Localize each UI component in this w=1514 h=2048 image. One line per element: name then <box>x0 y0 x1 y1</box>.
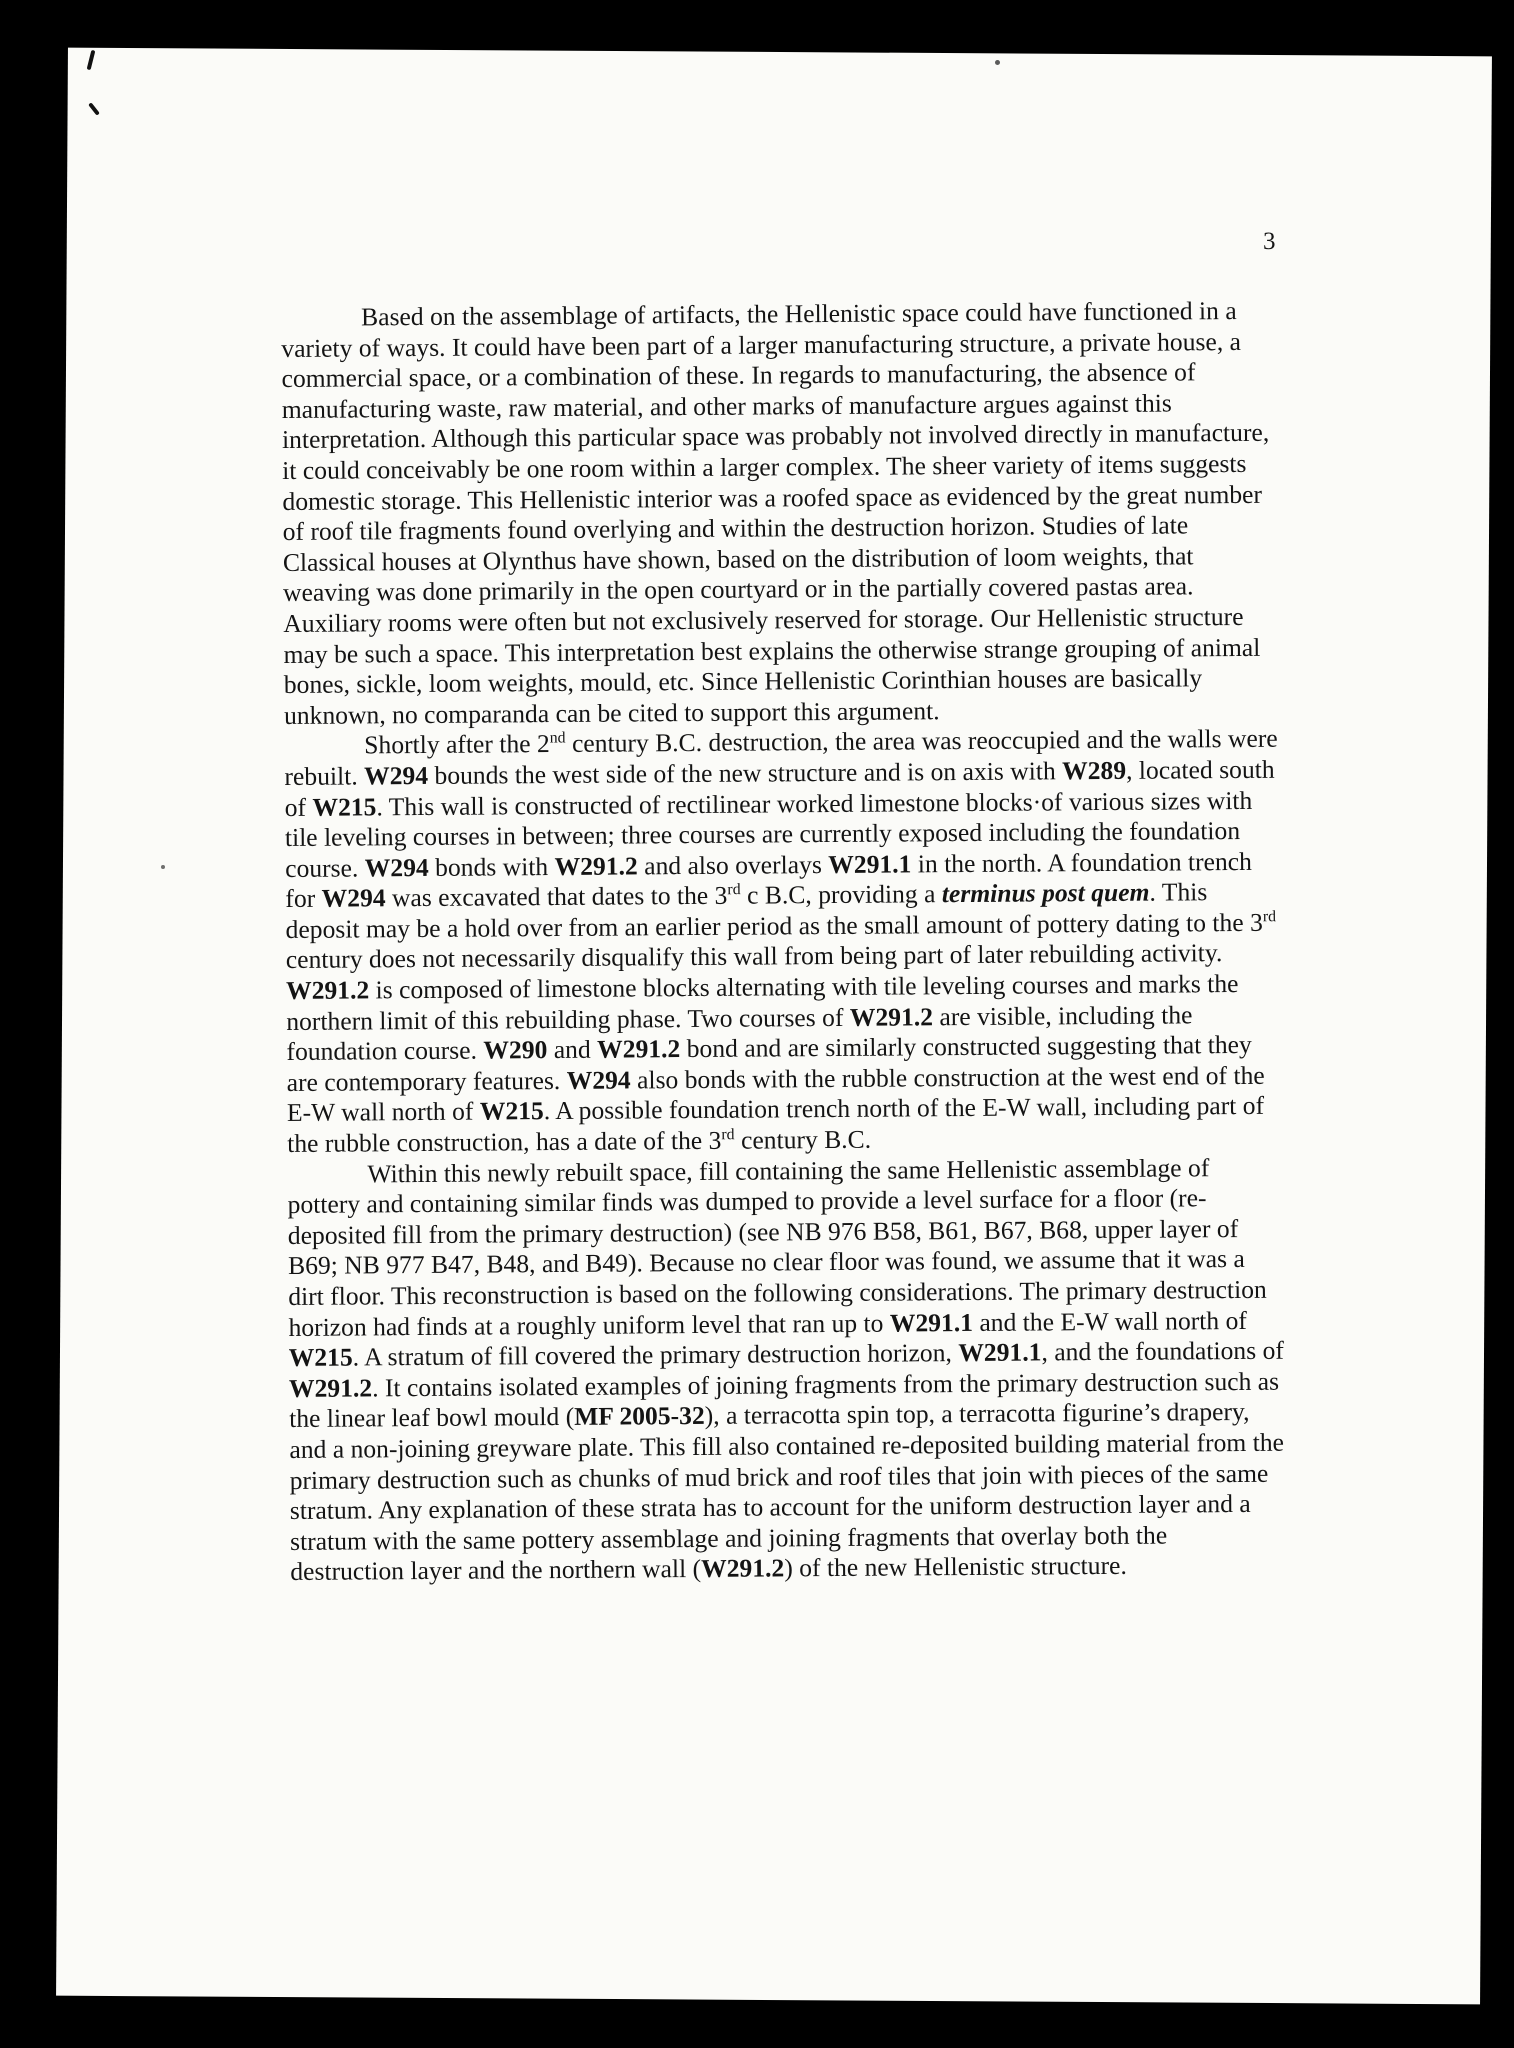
emphasized-text: MF 2005-32 <box>574 1401 705 1432</box>
scan-speck <box>161 865 165 869</box>
text-run: Shortly after the 2 <box>364 729 550 760</box>
superscript-text: rd <box>727 881 741 899</box>
emphasized-text: W291.1 <box>828 849 912 879</box>
page-number: 3 <box>1263 228 1276 255</box>
text-run: Based on the assemblage of artifacts, the Hellenistic space could have functioned in a variety of ways. It could have been part of a larger manufacturing structure, a private house, a commercial space, or a combination of these. In regards to manufacturing, the absence of manufacturing waste, raw material, and other marks of manufacture argues against this interpretation. Although this particular space was probably not involved directly in manufacture, it could conceivably be one room within a larger complex. The sheer variety of items suggests domestic storage. This Hellenistic interior was a roofed space as evidenced by the great number of roof tile fragments found overlying and within the destruction horizon. Studies of late Classical houses at Olynthus have shown, based on the distribution of loom weights, that weaving was done primarily in the open courtyard or in the partially covered pastas area. Auxiliary rooms were often but not exclusively reserved for storage. Our Hellenistic structure may be such a space. This interpretation best explains the otherwise strange grouping of animal bones, sickle, loom weights, mould, etc. Since Hellenistic Corinthian houses are basically unknown, no comparanda can be cited to support this argument. <box>281 295 1270 730</box>
emphasized-text: W215 <box>479 1096 544 1127</box>
emphasized-text: W290 <box>483 1035 548 1065</box>
emphasized-text: W294 <box>321 883 386 913</box>
text-run: Within this newly rebuilt space, fill containing the same Hellenistic assemblage of pottery and containing similar finds was dumped to provide a level surface for a floor (re-deposited fill from the primary destruction) (see NB 976 B58, B61, B67, B68, upper layer of B69; NB 977 B47, B48, and B49). Because no clear floor was found, we assume that it was a dirt floor. This reconstruction is based on the following considerations. The primary destruction horizon had finds at a roughly uniform level that ran up to <box>287 1152 1267 1342</box>
emphasized-text: W215 <box>312 791 377 822</box>
paragraph-3 <box>287 1152 1286 1588</box>
text-run: bond and are similarly constructed suggesting that they are contemporary features. <box>286 1030 1252 1097</box>
text-run: century B.C. destruction, the area was reoccupied and the walls were rebuilt. <box>284 724 1278 791</box>
emphasized-text: W289 <box>1061 755 1127 786</box>
text-run: . It contains isolated examples of joining fragments from the primary destruction such as the linear leaf bowl mould ( <box>289 1366 1280 1434</box>
superscript-text: nd <box>549 729 566 747</box>
text-run: also bonds with the rubble construction at the west end of the E-W wall north of <box>286 1060 1265 1128</box>
document-body <box>281 296 1286 1588</box>
emphasized-text: W291.2 <box>288 1373 373 1403</box>
superscript-text: rd <box>721 1126 735 1144</box>
text-run: century does not necessarily disqualify this wall from being part of later rebuilding activity. <box>285 938 1223 975</box>
emphasized-text: W294 <box>566 1065 631 1095</box>
emphasized-text: W291.2 <box>700 1553 785 1584</box>
text-run: is composed of limestone blocks alternating with tile leveling courses and marks the northern limit of this rebuilding phase. Two courses of <box>286 969 1239 1036</box>
scan-speck <box>995 60 1000 65</box>
text-run: . A stratum of fill covered the primary destruction horizon, <box>352 1338 959 1372</box>
text-run: . This wall is constructed of rectilinear worked limestone blocks·of various sizes with tile leveling courses in between; three courses are currently exposed including the foundation course. <box>284 785 1253 883</box>
emphasized-text: W291.2 <box>554 851 638 881</box>
emphasized-text: terminus post quem <box>941 877 1150 909</box>
text-run: century B.C. <box>734 1124 872 1155</box>
text-run: . This deposit may be a hold over from an earlier period as the small amount of pottery dating to the 3 <box>285 877 1263 944</box>
text-run: , located south of <box>284 754 1275 822</box>
text-run: ) of the new Hellenistic structure. <box>784 1551 1127 1583</box>
emphasized-text: W294 <box>363 760 429 791</box>
emphasized-text: W291.1 <box>958 1337 1042 1368</box>
paragraph-2 <box>284 724 1283 1160</box>
text-run: bonds with <box>428 851 555 882</box>
text-run: ), a terracotta spin top, a terracotta figurine’s drapery, and a non-joining greyware plate. This fill also contained re-deposited building material from the primary destruction such as chunks of mud brick and roof tiles that join with pieces of the same stratum. Any explanation of these strata has to account for the uniform destruction layer and a stratum with the same pottery assemblage and joining fragments that overlay both the destruction layer and the northern wall ( <box>289 1397 1285 1587</box>
text-run: c B.C, providing a <box>740 879 942 910</box>
emphasized-text: W215 <box>288 1342 353 1373</box>
emphasized-text: W291.2 <box>597 1034 681 1064</box>
text-run: in the north. A foundation trench for <box>285 846 1253 914</box>
emphasized-text: W294 <box>364 852 429 883</box>
emphasized-text: W291.2 <box>285 975 370 1006</box>
text-run: and <box>547 1034 598 1065</box>
text-run: are visible, including the foundation course. <box>286 999 1193 1067</box>
text-run: bounds the west side of the new structure and is on axis with <box>427 756 1063 790</box>
text-run: and the E-W wall north of <box>972 1305 1247 1337</box>
superscript-text: rd <box>1262 908 1277 926</box>
text-run: was excavated that dates to the 3 <box>385 881 728 913</box>
emphasized-text: W291.2 <box>849 1001 934 1032</box>
paragraph-1 <box>281 296 1280 732</box>
text-run: . A possible foundation trench north of the E-W wall, including part of the rubble construction, has a date of the 3 <box>287 1091 1265 1159</box>
text-run: , and the foundations of <box>1041 1335 1284 1367</box>
text-run: and also overlays <box>637 849 829 881</box>
emphasized-text: W291.1 <box>889 1307 974 1338</box>
